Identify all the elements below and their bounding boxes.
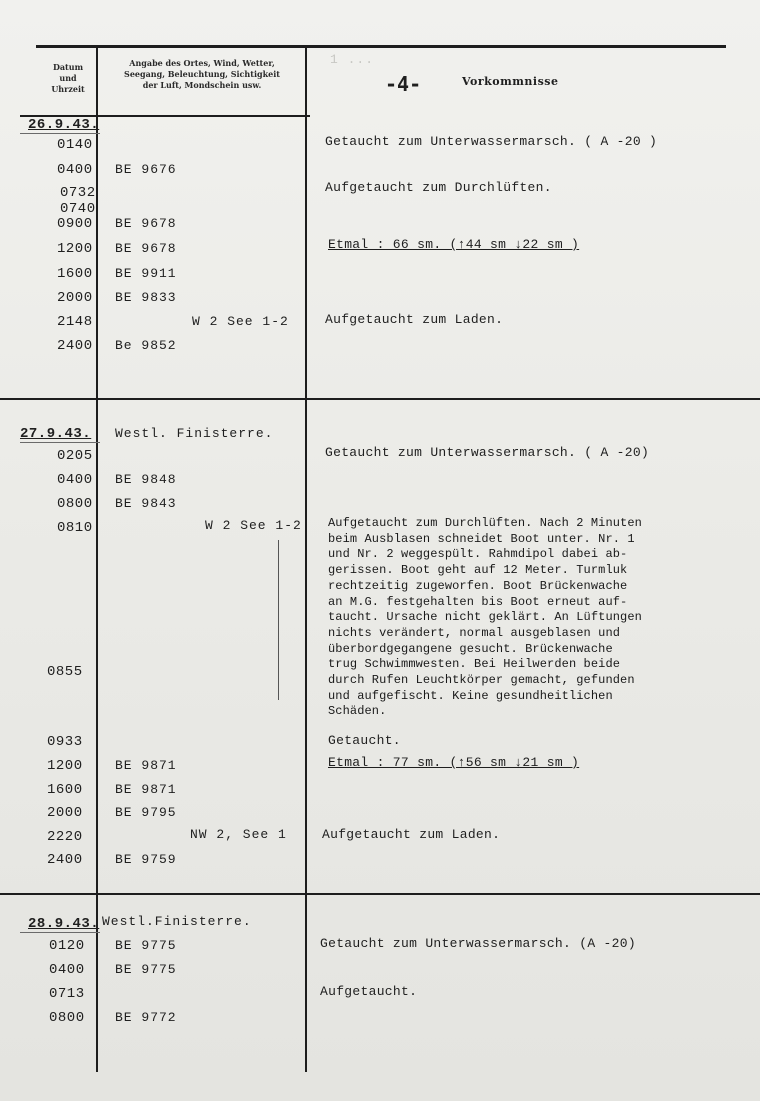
row-event: Aufgetaucht zum Laden. (322, 827, 501, 842)
row-time: 1600 (47, 782, 83, 798)
row-event: Aufgetaucht. (320, 984, 418, 999)
row-position: Be 9852 (115, 338, 177, 353)
day-separator-2 (0, 893, 760, 895)
header-location-weather: Angabe des Ortes, Wind, Wetter, Seegang, Beleuchtung, Sichtigkeit der Luft, Mondschein usw. (124, 58, 280, 90)
row-time: 0732 (60, 185, 96, 201)
row-time: 0933 (47, 734, 83, 750)
header-events: Vorkommnisse (462, 75, 559, 88)
row-position: BE 9843 (115, 496, 177, 511)
row-time: 2000 (57, 290, 93, 306)
column-divider-2 (305, 47, 307, 1072)
row-time: 0810 (57, 520, 93, 536)
row-position: BE 9871 (115, 782, 177, 797)
row-time: 0740 (60, 201, 96, 217)
date-rule-1 (20, 133, 100, 134)
row-time: 2000 (47, 805, 83, 821)
row-position: BE 9759 (115, 852, 177, 867)
row-time: 2148 (57, 314, 93, 330)
row-wind: W 2 See 1-2 (192, 314, 289, 329)
row-time: 1600 (57, 266, 93, 282)
page-number: -4- (385, 72, 422, 96)
day-date: 28.9.43. (28, 916, 100, 932)
date-rule-2 (20, 442, 100, 443)
row-time: 0400 (57, 472, 93, 488)
row-position: BE 9775 (115, 938, 177, 953)
faded-bleed-text: 1 ... (330, 52, 375, 67)
row-position: BE 9833 (115, 290, 177, 305)
day-separator-1 (0, 398, 760, 400)
row-time: 1200 (57, 241, 93, 257)
row-position: BE 9775 (115, 962, 177, 977)
day-date: 27.9.43. (20, 426, 92, 442)
row-position: BE 9911 (115, 266, 177, 281)
row-time: 0205 (57, 448, 93, 464)
row-event: Aufgetaucht zum Durchlüften. (325, 180, 552, 195)
row-event: Aufgetaucht zum Laden. (325, 312, 504, 327)
row-time: 2220 (47, 829, 83, 845)
row-position: BE 9871 (115, 758, 177, 773)
row-time: 2400 (57, 338, 93, 354)
row-position: BE 9678 (115, 216, 177, 231)
row-position: BE 9772 (115, 1010, 177, 1025)
row-event: Getaucht zum Unterwassermarsch. ( A -20 ) (325, 134, 658, 149)
row-time: 0713 (49, 986, 85, 1002)
row-time: 0800 (57, 496, 93, 512)
row-time: 2400 (47, 852, 83, 868)
row-wind: W 2 See 1-2 (205, 518, 302, 533)
incident-report: Aufgetaucht zum Durchlüften. Nach 2 Minuten beim Ausblasen schneidet Boot unter. Nr. 1 und Nr. 2 weggespült. Rahmdipol dabei ab- gerissen. Boot geht auf 12 Meter. Turmluk rechtzeitig zugeworfen. Boot Brückenwache an M.G. festgehalten bis Boot erneut auf- taucht. Ursache nicht geklärt. An Lüftungen nichts verändert, normal ausgeblasen und überbordgegangene gesucht. Brückenwache trug Schwimmwesten. Bei Heilwerden beide durch Rufen Leuchtkörper gemacht, gefunden und aufgefischt. Keine gesundheitlichen Schäden. (328, 516, 642, 719)
row-time: 0900 (57, 216, 93, 232)
row-event: Getaucht zum Unterwassermarsch. (A -20) (320, 936, 636, 951)
row-position: BE 9678 (115, 241, 177, 256)
row-time: 0400 (49, 962, 85, 978)
row-event: Getaucht. (328, 733, 401, 748)
top-rule (36, 45, 726, 48)
row-event: Etmal : 77 sm. (↑56 sm ↓21 sm ) (328, 755, 580, 770)
row-time: 0800 (49, 1010, 85, 1026)
row-position: BE 9795 (115, 805, 177, 820)
row-position: BE 9848 (115, 472, 177, 487)
row-time: 0400 (57, 162, 93, 178)
row-time: 1200 (47, 758, 83, 774)
row-wind: NW 2, See 1 (190, 827, 287, 842)
wind-bracket-line (278, 540, 279, 700)
row-time: 0855 (47, 664, 83, 680)
day-location: Westl. Finisterre. (115, 426, 274, 441)
row-event: Getaucht zum Unterwassermarsch. ( A -20) (325, 445, 650, 460)
header-date-time: Datum und Uhrzeit (51, 62, 85, 94)
day-location: Westl.Finisterre. (102, 914, 252, 929)
date-rule-3 (20, 932, 100, 933)
row-time: 0140 (57, 137, 93, 153)
row-event: Etmal : 66 sm. (↑44 sm ↓22 sm ) (328, 237, 580, 252)
row-position: BE 9676 (115, 162, 177, 177)
day-date: 26.9.43. (28, 117, 100, 133)
row-time: 0120 (49, 938, 85, 954)
